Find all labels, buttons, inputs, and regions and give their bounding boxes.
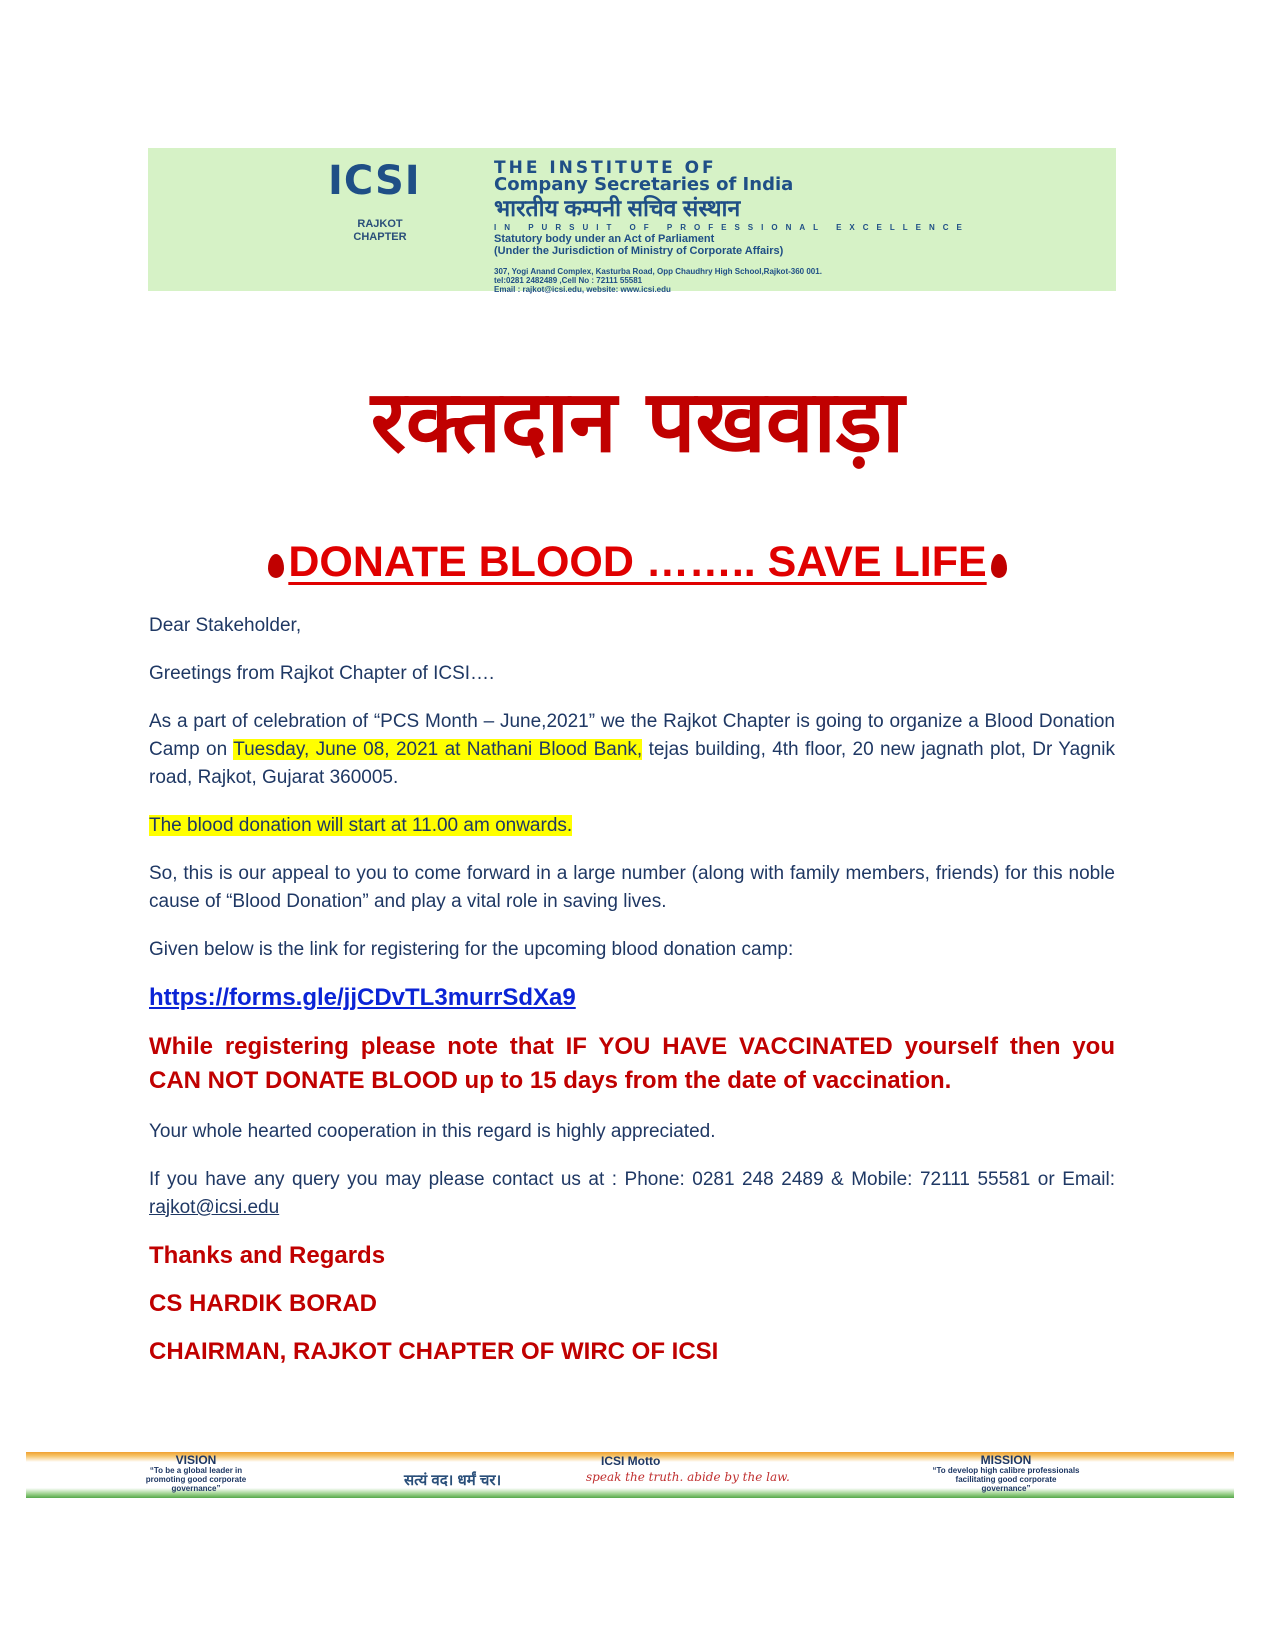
event-date-venue: Tuesday, June 08, 2021 at Nathani Blood Bank, — [233, 739, 643, 760]
link-intro: Given below is the link for registering for the upcoming blood donation camp: — [149, 939, 794, 960]
address-line1: 307, Yogi Anand Complex, Kasturba Road, Opp Chaudhry High School,Rajkot-360 001. — [494, 267, 822, 276]
footer-banner — [26, 1452, 1234, 1498]
vision-heading: VISION — [175, 1453, 217, 1467]
statutory-line: Statutory body under an Act of Parliament — [494, 233, 715, 245]
motto-english: speak the truth. abide by the law. — [586, 1470, 790, 1484]
hindi-title: रक्तदान पखवाड़ा — [370, 372, 905, 472]
registration-link[interactable]: https://forms.gle/jjCDvTL3murrSdXa9 — [149, 984, 576, 1011]
event-paragraph: As a part of celebration of “PCS Month – June,2021” we the Rajkot Chapter is going to organize a Blood Donation Camp on Tuesday, June 08, 2021 at Nathani Blood Bank, tejas building, 4th floor, 20 new jagnath plot, Dr Yagnik road, Rajkot, Gujarat 360005. — [149, 711, 1115, 788]
contact-paragraph: If you have any query you may please contact us at : Phone: 0281 248 2489 & Mobile: 72111 55581 or Email: rajkot@icsi.edu — [149, 1169, 1115, 1218]
motto-heading: ICSI Motto — [601, 1454, 661, 1468]
salutation: Dear Stakeholder, — [149, 615, 302, 636]
mission-text: “To develop high calibre professionals facilitating good corporate governance” — [932, 1466, 1080, 1493]
start-time: The blood donation will start at 11.00 am onwards. — [149, 815, 573, 836]
vision-block — [136, 1454, 256, 1493]
institute-name-block — [494, 160, 970, 294]
institute-tagline: IN PURSUIT OF PROFESSIONAL EXCELLENCE — [494, 223, 970, 232]
signatory-designation: CHAIRMAN, RAJKOT CHAPTER OF WIRC OF ICSI — [149, 1338, 719, 1365]
mission-block — [931, 1454, 1081, 1493]
institute-line2: Company Secretaries of India — [494, 174, 794, 195]
address-line2: tel:0281 2482489 ,Cell No : 72111 55581 — [494, 276, 643, 285]
blood-drop-icon — [991, 554, 1007, 578]
icsi-logo: ICSI — [328, 158, 421, 204]
slogan-banner — [0, 538, 1275, 587]
start-time-paragraph — [149, 812, 1115, 840]
greeting: Greetings from Rajkot Chapter of ICSI…. — [149, 663, 495, 684]
closing: Thanks and Regards — [149, 1242, 386, 1269]
letterhead-banner — [148, 148, 1116, 294]
vaccination-warning: While registering please note that IF YOU HAVE VACCINATED yourself then you CAN NOT DONATE BLOOD up to 15 days from the date of vaccination. — [149, 1033, 1115, 1094]
slogan-text: DONATE BLOOD …….. SAVE LIFE — [288, 538, 987, 586]
signatory-name: CS HARDIK BORAD — [149, 1290, 377, 1317]
mission-heading: MISSION — [980, 1453, 1032, 1467]
chapter-label: RAJKOT CHAPTER — [353, 218, 407, 243]
letter-body — [149, 612, 1115, 1386]
institute-hindi-name: भारतीय कम्पनी सचिव संस्थान — [494, 195, 741, 221]
address-line3: Email : rajkot@icsi.edu, website: www.icsi.edu — [494, 285, 671, 294]
vision-text: “To be a global leader in promoting good corporate governance” — [145, 1466, 247, 1493]
email-link[interactable]: rajkot@icsi.edu — [149, 1197, 280, 1218]
blood-drop-icon — [268, 554, 284, 578]
jurisdiction-line: (Under the Jurisdiction of Ministry of Corporate Affairs) — [494, 245, 784, 257]
motto-hindi: सत्यं वद। धर्मं चर। — [404, 1472, 502, 1489]
institute-line1: THE INSTITUTE OF — [494, 158, 717, 178]
appeal-paragraph: So, this is our appeal to you to come forward in a large number (along with family members, friends) for this noble cause of “Blood Donation” and play a vital role in saving lives. — [149, 863, 1115, 912]
cooperation-note: Your whole hearted cooperation in this regard is highly appreciated. — [149, 1121, 716, 1142]
